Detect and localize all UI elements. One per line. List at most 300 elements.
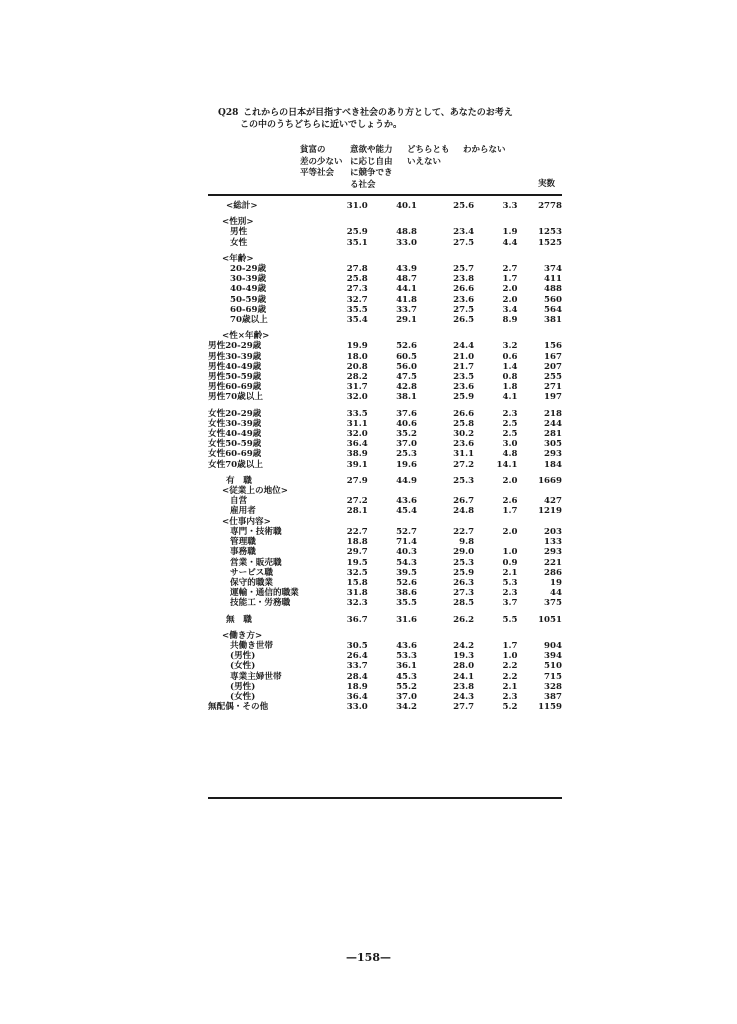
column-header-line: 貧富の <box>300 145 326 155</box>
row-label: <働き方> <box>222 630 263 641</box>
respondent-count: 184 <box>544 459 562 470</box>
dont-know-pct <box>474 254 517 264</box>
equal-society-pct: 33.7 <box>346 661 368 672</box>
row-label: 男性50-59歳 <box>208 372 262 383</box>
competitive-society-pct: 45.4 <box>396 506 417 517</box>
respondent-count: 715 <box>544 671 562 682</box>
row-label: 専業主婦世帯 <box>230 671 282 682</box>
dont-know-pct: 14.1 <box>496 459 518 470</box>
dont-know-pct: 5.2 <box>502 702 518 713</box>
dont-know-pct: 0.9 <box>502 557 518 568</box>
respondent-count: 156 <box>544 341 562 352</box>
table-section-header <box>208 254 562 264</box>
respondent-count <box>517 331 562 341</box>
equal-society-pct: 38.9 <box>346 449 368 460</box>
equal-society-pct: 32.5 <box>346 567 368 578</box>
dont-know-pct: 0.8 <box>502 372 518 383</box>
respondent-count: 1525 <box>538 237 562 248</box>
respondent-count: 560 <box>544 294 562 305</box>
respondent-count: 564 <box>544 304 562 315</box>
table-section-header <box>208 486 562 496</box>
competitive-society-pct: 33.7 <box>396 304 417 315</box>
row-label: 30-39歳 <box>230 274 267 285</box>
row-label: (女性) <box>230 661 256 672</box>
column-header-line: 平等社会 <box>300 168 335 178</box>
dont-know-pct: 2.0 <box>502 475 518 486</box>
competitive-society-pct <box>368 331 417 341</box>
neither-pct: 28.5 <box>453 598 475 609</box>
table-row <box>208 588 562 598</box>
row-label: 専門・技術職 <box>230 526 282 537</box>
equal-society-pct: 22.7 <box>346 526 368 537</box>
table-row <box>208 315 562 325</box>
competitive-society-pct: 40.6 <box>396 418 417 429</box>
dont-know-pct <box>474 486 517 496</box>
row-label: 男性60-69歳 <box>208 382 262 393</box>
equal-society-pct: 27.8 <box>346 264 368 275</box>
competitive-society-pct: 60.5 <box>396 351 417 362</box>
competitive-society-pct: 44.1 <box>396 284 417 295</box>
neither-pct: 25.7 <box>453 264 475 275</box>
dont-know-pct: 3.7 <box>502 598 518 609</box>
table-row <box>208 305 562 315</box>
row-label: 事務職 <box>230 547 256 558</box>
dont-know-pct <box>474 517 517 527</box>
row-label: 運輸・通信的職業 <box>230 588 299 599</box>
neither-pct: 23.8 <box>453 681 475 692</box>
dont-know-pct: 4.1 <box>502 392 518 403</box>
table-section-header <box>208 631 562 641</box>
respondent-count: 904 <box>544 640 562 651</box>
equal-society-pct: 18.8 <box>346 537 368 548</box>
row-label: 管理職 <box>230 537 256 548</box>
column-header-neither <box>407 145 450 168</box>
competitive-society-pct: 37.0 <box>396 439 417 450</box>
competitive-society-pct: 52.6 <box>396 577 417 588</box>
neither-pct: 26.2 <box>453 614 475 625</box>
row-label: 40-49歳 <box>230 284 267 295</box>
dont-know-pct: 4.8 <box>502 449 518 460</box>
row-label: 男性30-39歳 <box>208 351 262 362</box>
respondent-count: 44 <box>550 588 562 599</box>
table-row <box>208 672 562 682</box>
respondent-count: 2778 <box>538 201 562 211</box>
respondent-count: 218 <box>544 408 562 419</box>
equal-society-pct: 20.8 <box>346 361 368 372</box>
neither-pct: 23.6 <box>453 382 475 393</box>
dont-know-pct: 5.3 <box>502 577 518 588</box>
neither-pct <box>417 254 474 264</box>
row-label: 保守的職業 <box>230 577 273 588</box>
question-line-2: この中のうちどちらに近いでしょうか。 <box>240 120 403 130</box>
table-row <box>208 476 562 486</box>
dont-know-pct: 1.0 <box>502 651 518 662</box>
column-header-competitive-society <box>350 145 393 191</box>
competitive-society-pct: 71.4 <box>396 537 417 548</box>
table-row <box>208 341 562 351</box>
respondent-count: 19 <box>550 577 562 588</box>
row-label: 女性30-39歳 <box>208 418 262 429</box>
equal-society-pct: 30.5 <box>346 640 368 651</box>
equal-society-pct: 27.9 <box>346 475 368 486</box>
row-label: 男性40-49歳 <box>208 361 262 372</box>
equal-society-pct: 36.4 <box>346 691 368 702</box>
row-label: 男性20-29歳 <box>208 341 262 352</box>
equal-society-pct: 29.7 <box>346 547 368 558</box>
respondent-count: 1253 <box>538 227 562 238</box>
respondent-count: 1051 <box>538 614 562 625</box>
equal-society-pct: 15.8 <box>346 577 368 588</box>
neither-pct: 24.3 <box>453 691 475 702</box>
equal-society-pct: 28.1 <box>346 506 368 517</box>
table-row <box>208 460 562 470</box>
dont-know-pct: 3.2 <box>502 341 518 352</box>
row-label: 技能工・労務職 <box>230 598 291 609</box>
respondent-count: 293 <box>544 547 562 558</box>
table-row <box>208 682 562 692</box>
row-label: <仕事内容> <box>222 516 271 527</box>
row-label: 70歳以上 <box>230 315 268 326</box>
table-row <box>208 429 562 439</box>
equal-society-pct: 18.9 <box>346 681 368 692</box>
column-header-count <box>538 179 555 191</box>
respondent-count: 1159 <box>538 702 562 713</box>
neither-pct: 25.3 <box>453 557 475 568</box>
competitive-society-pct: 34.2 <box>396 702 417 713</box>
respondent-count: 1219 <box>538 506 562 517</box>
dont-know-pct: 4.4 <box>502 237 518 248</box>
row-label: <総計> <box>226 201 258 211</box>
competitive-society-pct <box>368 517 417 527</box>
competitive-society-pct: 52.7 <box>396 526 417 537</box>
equal-society-pct: 31.7 <box>346 382 368 393</box>
neither-pct: 25.3 <box>453 475 475 486</box>
row-label: 20-29歳 <box>230 264 267 275</box>
equal-society-pct: 25.9 <box>346 227 368 238</box>
row-label: 自営 <box>230 496 248 507</box>
neither-pct: 21.7 <box>453 361 475 372</box>
competitive-society-pct: 43.6 <box>396 640 417 651</box>
equal-society-pct: 31.8 <box>346 588 368 599</box>
equal-society-pct: 28.4 <box>346 671 368 682</box>
equal-society-pct: 26.4 <box>346 651 368 662</box>
table-row <box>208 392 562 402</box>
competitive-society-pct: 47.5 <box>396 372 417 383</box>
row-label: 有 職 <box>226 475 252 486</box>
dont-know-pct: 0.6 <box>502 351 518 362</box>
dont-know-pct <box>474 331 517 341</box>
neither-pct: 9.8 <box>459 537 475 548</box>
respondent-count: 510 <box>544 661 562 672</box>
table-row <box>208 238 562 248</box>
equal-society-pct: 32.7 <box>346 294 368 305</box>
dont-know-pct: 2.0 <box>502 294 518 305</box>
table-row <box>208 661 562 671</box>
table-top-rule <box>208 194 562 196</box>
competitive-society-pct: 44.9 <box>396 475 417 486</box>
table-row <box>208 527 562 537</box>
row-label: サービス職 <box>230 567 273 578</box>
equal-society-pct: 19.5 <box>346 557 368 568</box>
column-header-line: 意欲や能力 <box>350 145 393 155</box>
competitive-society-pct <box>368 254 417 264</box>
respondent-count: 1669 <box>538 475 562 486</box>
competitive-society-pct: 42.8 <box>396 382 417 393</box>
row-label: 女性 <box>230 237 248 248</box>
neither-pct <box>417 631 474 641</box>
neither-pct: 26.6 <box>453 408 475 419</box>
dont-know-pct: 2.5 <box>502 429 518 440</box>
equal-society-pct: 36.4 <box>346 439 368 450</box>
respondent-count <box>517 486 562 496</box>
table-row <box>208 496 562 506</box>
respondent-count: 427 <box>544 496 562 507</box>
row-label: 無 職 <box>226 614 252 625</box>
neither-pct <box>417 517 474 527</box>
column-header-line: に競争でき <box>350 168 393 178</box>
table-row <box>208 506 562 516</box>
neither-pct: 27.2 <box>453 459 475 470</box>
competitive-society-pct: 54.3 <box>396 557 417 568</box>
column-header-line: に応じ自由 <box>350 156 393 167</box>
neither-pct: 29.0 <box>453 547 475 558</box>
respondent-count: 281 <box>544 429 562 440</box>
neither-pct: 24.4 <box>453 341 475 352</box>
dont-know-pct: 1.0 <box>502 547 518 558</box>
table-row <box>208 295 562 305</box>
table-row <box>208 382 562 392</box>
dont-know-pct: 3.4 <box>502 304 518 315</box>
respondent-count: 375 <box>544 598 562 609</box>
equal-society-pct: 27.3 <box>346 284 368 295</box>
respondent-count <box>517 254 562 264</box>
competitive-society-pct: 48.8 <box>396 227 417 238</box>
table-row <box>208 598 562 608</box>
competitive-society-pct: 39.5 <box>396 567 417 578</box>
neither-pct: 31.1 <box>453 449 475 460</box>
column-header-equal-society <box>300 145 343 180</box>
dont-know-pct: 1.8 <box>502 382 518 393</box>
table-row <box>208 702 562 712</box>
table-section-header <box>208 517 562 527</box>
equal-society-pct: 28.2 <box>346 372 368 383</box>
equal-society-pct <box>310 217 368 227</box>
respondent-count: 271 <box>544 382 562 393</box>
dont-know-pct <box>474 537 517 547</box>
respondent-count: 488 <box>544 284 562 295</box>
equal-society-pct: 19.9 <box>346 341 368 352</box>
neither-pct: 28.0 <box>453 661 475 672</box>
row-label: 女性50-59歳 <box>208 439 262 450</box>
neither-pct: 27.3 <box>453 588 475 599</box>
respondent-count <box>517 217 562 227</box>
competitive-society-pct: 48.7 <box>396 274 417 285</box>
table-bottom-rule <box>208 797 562 799</box>
competitive-society-pct: 37.6 <box>396 408 417 419</box>
competitive-society-pct <box>368 631 417 641</box>
equal-society-pct: 31.1 <box>346 418 368 429</box>
neither-pct: 19.3 <box>453 651 475 662</box>
neither-pct: 25.8 <box>453 418 475 429</box>
neither-pct <box>417 217 474 227</box>
equal-society-pct <box>310 331 368 341</box>
respondent-count: 197 <box>544 392 562 403</box>
dont-know-pct: 1.7 <box>502 274 518 285</box>
row-label: <性別> <box>222 217 254 228</box>
equal-society-pct: 35.1 <box>346 237 368 248</box>
table-row <box>208 284 562 294</box>
dont-know-pct: 3.0 <box>502 439 518 450</box>
row-label: (女性) <box>230 691 256 702</box>
row-label: (男性) <box>230 681 256 692</box>
competitive-society-pct: 35.2 <box>396 429 417 440</box>
row-label: <性×年齢> <box>222 331 270 342</box>
competitive-society-pct: 41.8 <box>396 294 417 305</box>
neither-pct: 27.5 <box>453 304 475 315</box>
table-row <box>208 547 562 557</box>
table-row <box>208 641 562 651</box>
competitive-society-pct: 38.1 <box>396 392 417 403</box>
equal-society-pct: 35.4 <box>346 315 368 326</box>
table-row <box>208 419 562 429</box>
competitive-society-pct: 40.1 <box>396 201 417 211</box>
neither-pct: 25.6 <box>453 201 475 211</box>
column-header-dont-know <box>463 145 506 157</box>
neither-pct: 24.8 <box>453 506 475 517</box>
column-header-line: 差の少ない <box>300 156 343 167</box>
competitive-society-pct: 35.5 <box>396 598 417 609</box>
competitive-society-pct: 38.6 <box>396 588 417 599</box>
neither-pct: 24.2 <box>453 640 475 651</box>
table-row <box>208 615 562 625</box>
dont-know-pct: 1.4 <box>502 361 518 372</box>
neither-pct: 25.9 <box>453 392 475 403</box>
page-number: —158— <box>346 951 391 964</box>
column-header-line: いえない <box>407 156 442 167</box>
row-label: <従業上の地位> <box>222 486 288 497</box>
competitive-society-pct: 19.6 <box>396 459 417 470</box>
table-row <box>208 439 562 449</box>
column-header-line: る社会 <box>350 179 376 190</box>
equal-society-pct: 36.7 <box>346 614 368 625</box>
competitive-society-pct: 43.9 <box>396 264 417 275</box>
neither-pct: 27.7 <box>453 702 475 713</box>
row-label: 男性 <box>230 227 248 238</box>
dont-know-pct: 2.3 <box>502 691 518 702</box>
equal-society-pct <box>310 486 368 496</box>
respondent-count: 293 <box>544 449 562 460</box>
equal-society-pct: 33.5 <box>346 408 368 419</box>
dont-know-pct: 2.3 <box>502 588 518 599</box>
equal-society-pct: 33.0 <box>346 702 368 713</box>
equal-society-pct: 32.0 <box>346 429 368 440</box>
question-text <box>218 107 578 131</box>
competitive-society-pct: 53.3 <box>396 651 417 662</box>
row-label: 無配偶・その他 <box>208 702 269 713</box>
respondent-count: 167 <box>544 351 562 362</box>
table-row <box>208 558 562 568</box>
equal-society-pct: 18.0 <box>346 351 368 362</box>
neither-pct: 23.5 <box>453 372 475 383</box>
neither-pct: 27.5 <box>453 237 475 248</box>
row-label: 女性40-49歳 <box>208 429 262 440</box>
respondent-count <box>517 631 562 641</box>
table-row <box>208 201 562 211</box>
neither-pct: 21.0 <box>453 351 475 362</box>
dont-know-pct: 1.9 <box>502 227 518 238</box>
competitive-society-pct: 33.0 <box>396 237 417 248</box>
equal-society-pct: 32.3 <box>346 598 368 609</box>
equal-society-pct: 39.1 <box>346 459 368 470</box>
neither-pct: 23.6 <box>453 294 475 305</box>
competitive-society-pct: 37.0 <box>396 691 417 702</box>
dont-know-pct: 2.5 <box>502 418 518 429</box>
neither-pct: 25.9 <box>453 567 475 578</box>
competitive-society-pct <box>368 486 417 496</box>
row-label: <年齢> <box>222 253 254 264</box>
column-header-line: 実数 <box>538 179 556 189</box>
table-row <box>208 651 562 661</box>
neither-pct <box>417 331 474 341</box>
competitive-society-pct: 29.1 <box>396 315 417 326</box>
equal-society-pct: 31.0 <box>346 201 368 211</box>
question-number: Q28 <box>218 108 239 118</box>
respondent-count: 394 <box>544 651 562 662</box>
table-row <box>208 449 562 459</box>
respondent-count: 305 <box>544 439 562 450</box>
survey-table <box>208 201 562 712</box>
dont-know-pct: 2.2 <box>502 661 518 672</box>
table-row <box>208 692 562 702</box>
dont-know-pct: 5.5 <box>502 614 518 625</box>
respondent-count: 387 <box>544 691 562 702</box>
table-section-header <box>208 331 562 341</box>
respondent-count: 411 <box>544 274 562 285</box>
row-label: 女性20-29歳 <box>208 408 262 419</box>
column-header-line: わからない <box>463 145 506 155</box>
question-line-1: これからの日本が目指すべき社会のあり方として、あなたのお考え <box>243 108 513 118</box>
dont-know-pct: 1.7 <box>502 506 518 517</box>
dont-know-pct <box>474 217 517 227</box>
competitive-society-pct: 43.6 <box>396 496 417 507</box>
respondent-count: 328 <box>544 681 562 692</box>
dont-know-pct: 2.2 <box>502 671 518 682</box>
competitive-society-pct: 25.3 <box>396 449 417 460</box>
competitive-society-pct: 40.3 <box>396 547 417 558</box>
dont-know-pct: 8.9 <box>502 315 518 326</box>
neither-pct: 23.6 <box>453 439 475 450</box>
column-header-line: どちらとも <box>407 145 450 155</box>
row-label: 女性70歳以上 <box>208 459 263 470</box>
dont-know-pct: 2.0 <box>502 526 518 537</box>
row-label: 男性70歳以上 <box>208 392 263 403</box>
dont-know-pct: 3.3 <box>502 201 518 211</box>
table-row <box>208 578 562 588</box>
neither-pct: 26.7 <box>453 496 475 507</box>
dont-know-pct: 2.1 <box>502 567 518 578</box>
row-label: 女性60-69歳 <box>208 449 262 460</box>
table-row <box>208 568 562 578</box>
equal-society-pct: 32.0 <box>346 392 368 403</box>
dont-know-pct: 2.1 <box>502 681 518 692</box>
neither-pct: 22.7 <box>453 526 475 537</box>
respondent-count: 244 <box>544 418 562 429</box>
neither-pct: 26.3 <box>453 577 475 588</box>
respondent-count: 221 <box>544 557 562 568</box>
equal-society-pct <box>310 254 368 264</box>
table-row <box>208 362 562 372</box>
table-row <box>208 352 562 362</box>
